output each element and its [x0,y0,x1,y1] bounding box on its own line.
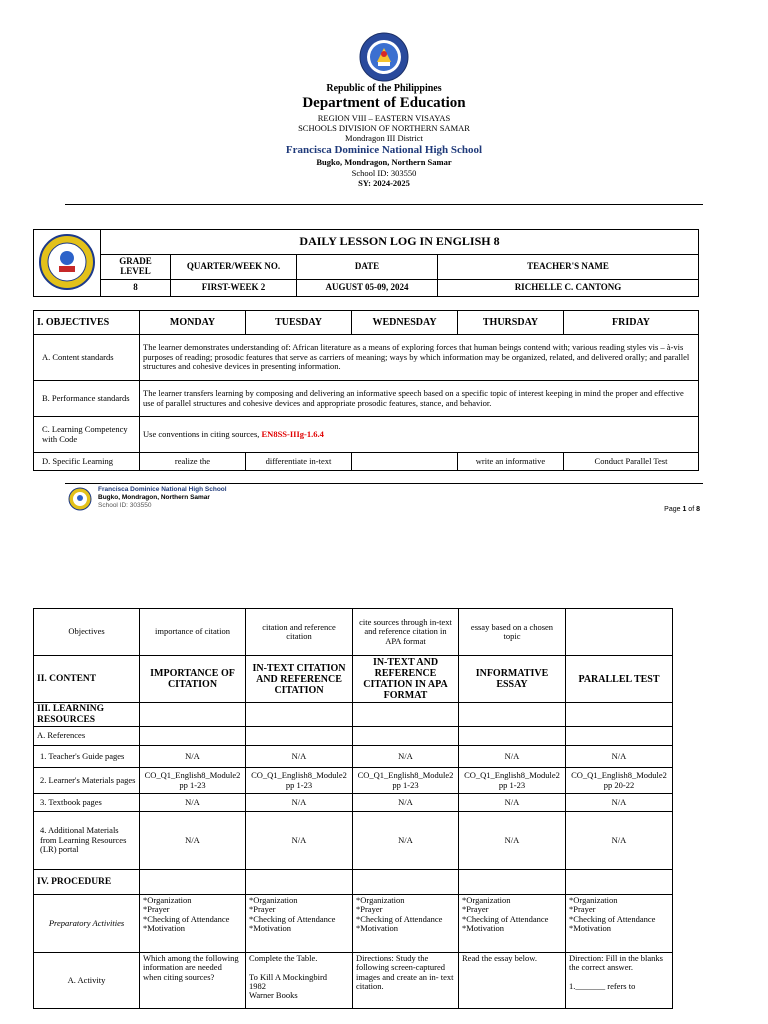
dll-header-table [33,229,699,297]
objective-monday: importance of citation [140,609,246,656]
tb-thursday: N/A [459,794,566,812]
activity-label: A. Activity [34,953,140,1009]
content-row-label: II. CONTENT [34,656,140,703]
prep-wednesday: *Organization *Prayer *Checking of Attendance *Motivation [353,895,459,953]
specific-friday: Conduct Parallel Test [564,453,699,471]
objective-tuesday: citation and reference citation [246,609,353,656]
content-standards-label: A. Content standards [34,335,140,381]
specific-monday: realize the [140,453,246,471]
activity-friday: Direction: Fill in the blanks the correct answer. 1._______ refers to [566,953,673,1009]
footer-school-id: School ID: 303550 [98,502,152,509]
learners-materials-label: 2. Learner's Materials pages [34,768,140,794]
references-friday [566,727,673,746]
resources-thursday [459,703,566,727]
lm-wednesday: CO_Q1_English8_Module2 pp 1-23 [353,768,459,794]
grade-value: 8 [101,280,171,297]
procedure-label: IV. PROCEDURE [34,870,140,895]
lm-friday: CO_Q1_English8_Module2 pp 20-22 [566,768,673,794]
references-monday [140,727,246,746]
quarter-label: QUARTER/WEEK NO. [171,255,297,280]
textbook-pages-label: 3. Textbook pages [34,794,140,812]
school-id: School ID: 303550 [351,168,417,178]
region-text: REGION VIII – EASTERN VISAYAS [317,113,451,123]
am-wednesday: N/A [353,812,459,870]
footer-school-address: Bugko, Mondragon, Northern Samar [98,494,210,501]
preparatory-activities-label: Preparatory Activities [34,895,140,953]
objectives-table [33,310,699,471]
prep-thursday: *Organization *Prayer *Checking of Attendance *Motivation [459,895,566,953]
am-monday: N/A [140,812,246,870]
tg-tuesday: N/A [246,746,353,768]
specific-thursday: write an informative [458,453,564,471]
content-standards-text: The learner demonstrates understanding of: African literature as a means of exploring forces that human beings contend with; various reading styles vis – à-vis purposes of reading; prosodic features that serve as carriers of meaning; ways by which information may be organized, related, and delivered orally; and parallel structures and cohesive devices in presenting information. [140,335,699,381]
dll-title: DAILY LESSON LOG IN ENGLISH 8 [101,230,699,255]
specific-wednesday [352,453,458,471]
specific-learning-label: D. Specific Learning [34,453,140,471]
competency-label: C. Learning Competency with Code [34,417,140,453]
references-tuesday [246,727,353,746]
lm-tuesday: CO_Q1_English8_Module2 pp 1-23 [246,768,353,794]
prep-friday: *Organization *Prayer *Checking of Attendance *Motivation [566,895,673,953]
department-title: Department of Education [302,95,466,111]
content-tuesday: IN-TEXT CITATION AND REFERENCE CITATION [246,656,353,703]
page-number: Page 1 of 8 [664,506,700,513]
competency-text: Use conventions in citing sources, [143,428,262,439]
lesson-plan-table [33,608,673,1009]
objectives-header: I. OBJECTIVES [34,311,140,335]
procedure-friday [566,870,673,895]
content-wednesday: IN-TEXT AND REFERENCE CITATION IN APA FORMAT [353,656,459,703]
competency-code: EN8SS-IIIg-1.6.4 [261,428,324,439]
resources-friday [566,703,673,727]
resources-tuesday [246,703,353,727]
specific-tuesday: differentiate in-text [246,453,352,471]
district-text: Mondragon III District [345,133,423,143]
deped-seal [359,32,409,82]
performance-standards-text: The learner transfers learning by composing and delivering an informative speech based on a specific topic of interest keeping in mind the proper and effective use of parallel structures and cohesive devices and appropriate prosodic features, stance, and behavior. [140,381,699,417]
performance-standards-label: B. Performance standards [34,381,140,417]
am-tuesday: N/A [246,812,353,870]
objective-wednesday: cite sources through in-text and reference citation in APA format [353,609,459,656]
content-monday: IMPORTANCE OF CITATION [140,656,246,703]
tg-thursday: N/A [459,746,566,768]
tb-tuesday: N/A [246,794,353,812]
activity-wednesday: Directions: Study the following screen-captured images and create an in- text citation. [353,953,459,1009]
tg-wednesday: N/A [353,746,459,768]
tb-friday: N/A [566,794,673,812]
day-thursday: THURSDAY [458,311,564,335]
learning-resources-label: III. LEARNING RESOURCES [34,703,140,727]
tg-monday: N/A [140,746,246,768]
school-logo-icon [37,233,97,291]
lm-monday: CO_Q1_English8_Module2 pp 1-23 [140,768,246,794]
competency-cell [140,417,699,453]
content-thursday: INFORMATIVE ESSAY [459,656,566,703]
school-address: Bugko, Mondragon, Northern Samar [316,157,452,167]
teacher-value: RICHELLE C. CANTONG [438,280,699,297]
activity-thursday: Read the essay below. [459,953,566,1009]
procedure-tuesday [246,870,353,895]
day-wednesday: WEDNESDAY [352,311,458,335]
tb-monday: N/A [140,794,246,812]
activity-monday: Which among the following information are needed when citing sources? [140,953,246,1009]
teachers-guide-label: 1. Teacher's Guide pages [34,746,140,768]
resources-monday [140,703,246,727]
day-friday: FRIDAY [564,311,699,335]
references-wednesday [353,727,459,746]
school-name: Francisca Dominice National High School [285,144,483,156]
references-label: A. References [34,727,140,746]
objectives-row-label: Objectives [34,609,140,656]
teacher-label: TEACHER'S NAME [438,255,699,280]
school-year: SY: 2024-2025 [358,178,410,188]
prep-monday: *Organization *Prayer *Checking of Attendance *Motivation [140,895,246,953]
am-thursday: N/A [459,812,566,870]
tg-friday: N/A [566,746,673,768]
header-divider [65,204,703,205]
footer-school-name: Francisca Dominice National High School [98,486,227,493]
objective-thursday: essay based on a chosen topic [459,609,566,656]
procedure-wednesday [353,870,459,895]
additional-materials-label: 4. Additional Materials from Learning Resources (LR) portal [34,812,140,870]
prep-tuesday: *Organization *Prayer *Checking of Attendance *Motivation [246,895,353,953]
school-logo-cell [34,230,101,297]
procedure-thursday [459,870,566,895]
date-label: DATE [297,255,438,280]
objective-friday [566,609,673,656]
procedure-monday [140,870,246,895]
activity-tuesday: Complete the Table. To Kill A Mockingbird 1982 Warner Books [246,953,353,1009]
footer-school-logo-icon [68,487,92,511]
division-text: SCHOOLS DIVISION OF NORTHERN SAMAR [298,123,470,133]
references-thursday [459,727,566,746]
tb-wednesday: N/A [353,794,459,812]
footer-divider [65,483,703,484]
content-friday: PARALLEL TEST [566,656,673,703]
republic-text: Republic of the Philippines [326,83,442,94]
lm-thursday: CO_Q1_English8_Module2 pp 1-23 [459,768,566,794]
day-tuesday: TUESDAY [246,311,352,335]
quarter-value: FIRST-WEEK 2 [171,280,297,297]
day-monday: MONDAY [140,311,246,335]
am-friday: N/A [566,812,673,870]
grade-level-label: GRADE LEVEL [101,255,171,280]
resources-wednesday [353,703,459,727]
date-value: AUGUST 05-09, 2024 [297,280,438,297]
